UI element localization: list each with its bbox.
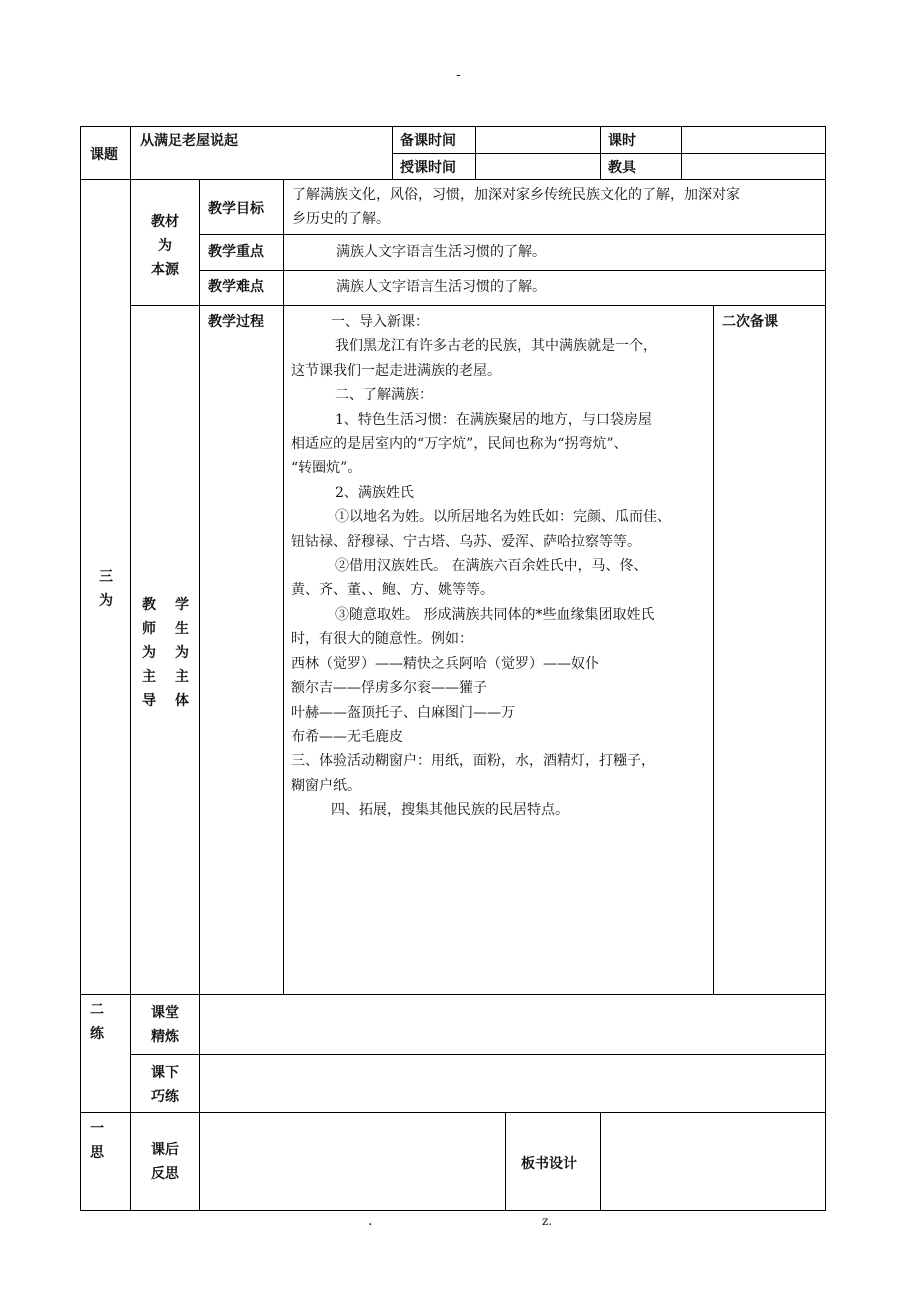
process-line: 钮钴禄、舒穆禄、宁古塔、乌苏、爱浑、萨哈拉察等等。 — [291, 533, 641, 550]
process-line: 1、特色生活习惯：在满族聚居的地方，与口袋房屋 — [335, 411, 652, 428]
process-line: 2、满族姓氏 — [335, 484, 414, 501]
period-label: 课时 — [608, 133, 636, 149]
board-design-field[interactable] — [601, 1113, 825, 1210]
process-text — [291, 310, 671, 823]
class-practice-label: 课堂 精炼 — [151, 1005, 179, 1045]
teacher-led-label: 教 师 为 主 导 — [142, 597, 156, 709]
process-line: 布希——无毛鹿皮 — [291, 728, 403, 745]
er-lian-label-2: 练 — [90, 1026, 104, 1042]
yi-si-label-1: 一 — [90, 1121, 104, 1137]
prep-time-label: 备课时间 — [400, 133, 456, 149]
tools-field[interactable] — [682, 154, 825, 179]
process-line: 黄、齐、董、、鲍、方、姚等等。 — [291, 582, 494, 599]
er-lian-label-1: 二 — [90, 1002, 104, 1018]
key-points-label: 教学重点 — [208, 244, 264, 260]
san-wei-label-2: 为 — [99, 593, 113, 609]
after-class-field[interactable] — [200, 1055, 825, 1112]
process-line: 三、体验活动糊窗户：用纸，面粉，水，酒精灯，打糨子， — [291, 753, 655, 770]
process-line: 我们黑龙江有许多古老的民族，其中满族就是一个， — [335, 338, 657, 355]
difficulties-text: 满族人文字语言生活习惯的了解。 — [336, 279, 546, 295]
process-line: ②借用汉族姓氏。 在满族六百余姓氏中，马、佟、 — [335, 558, 648, 575]
goals-text: 了解满族文化，风俗，习惯，加深对家乡传统民族文化的了解，加深对家 乡历史的了解。 — [292, 187, 740, 228]
teach-time-label: 授课时间 — [400, 160, 456, 176]
goals-label: 教学目标 — [208, 201, 264, 217]
student-centered-label: 学 生 为 主 体 — [175, 597, 189, 709]
process-line: ③随意取姓。 形成满族共同体的*些血缘集团取姓氏 — [335, 606, 655, 623]
yi-si-label-2: 思 — [90, 1145, 104, 1161]
difficulties-label: 教学难点 — [208, 279, 264, 295]
process-line: 一、导入新课： — [331, 314, 429, 330]
reflection-field[interactable] — [200, 1113, 505, 1210]
secondary-prep-label: 二次备课 — [722, 314, 778, 330]
topic-label: 课题 — [90, 147, 118, 163]
topic-value: 从满足老屋说起 — [140, 133, 238, 149]
process-line: ①以地名为姓。以所居地名为姓氏如：完颜、瓜而佳、 — [335, 509, 671, 526]
process-line: 相适应的是居室内的“万字炕”，民间也称为“拐弯炕”、 — [291, 436, 628, 453]
period-field[interactable] — [682, 127, 825, 153]
board-design-label: 板书设计 — [521, 1156, 577, 1172]
material-source-label: 教材 为 本源 — [151, 214, 179, 278]
process-line: 西林（觉罗）——精快之兵阿哈（觉罗）——奴仆 — [291, 655, 599, 672]
teach-time-field[interactable] — [476, 154, 600, 179]
footer-dot: . — [368, 1213, 373, 1229]
class-practice-field[interactable] — [200, 995, 825, 1054]
process-label: 教学过程 — [208, 314, 264, 330]
process-line: 时，有很大的随意性。例如： — [291, 631, 473, 648]
after-class-label: 课下 巧练 — [151, 1065, 179, 1105]
process-line: “转圈炕”。 — [291, 460, 362, 477]
top-mark: - — [456, 67, 461, 83]
key-points-text: 满族人文字语言生活习惯的了解。 — [336, 244, 546, 260]
process-line: 二、了解满族： — [335, 387, 433, 404]
reflection-label: 课后 反思 — [151, 1142, 179, 1182]
process-line: 叶赫——盔顶托子、白麻图门——万 — [291, 704, 515, 721]
process-line: 四、拓展，搜集其他民族的民居特点。 — [331, 802, 569, 819]
process-line: 额尔吉——俘虏多尔衮——獾子 — [291, 680, 487, 697]
san-wei-label-1: 三 — [99, 569, 113, 585]
process-line: 糊窗户纸。 — [291, 777, 361, 794]
prep-time-field[interactable] — [476, 127, 600, 153]
process-line: 这节课我们一起走进满族的老屋。 — [291, 362, 501, 379]
footer-mark: z. — [542, 1214, 553, 1228]
tools-label: 教具 — [608, 160, 636, 176]
